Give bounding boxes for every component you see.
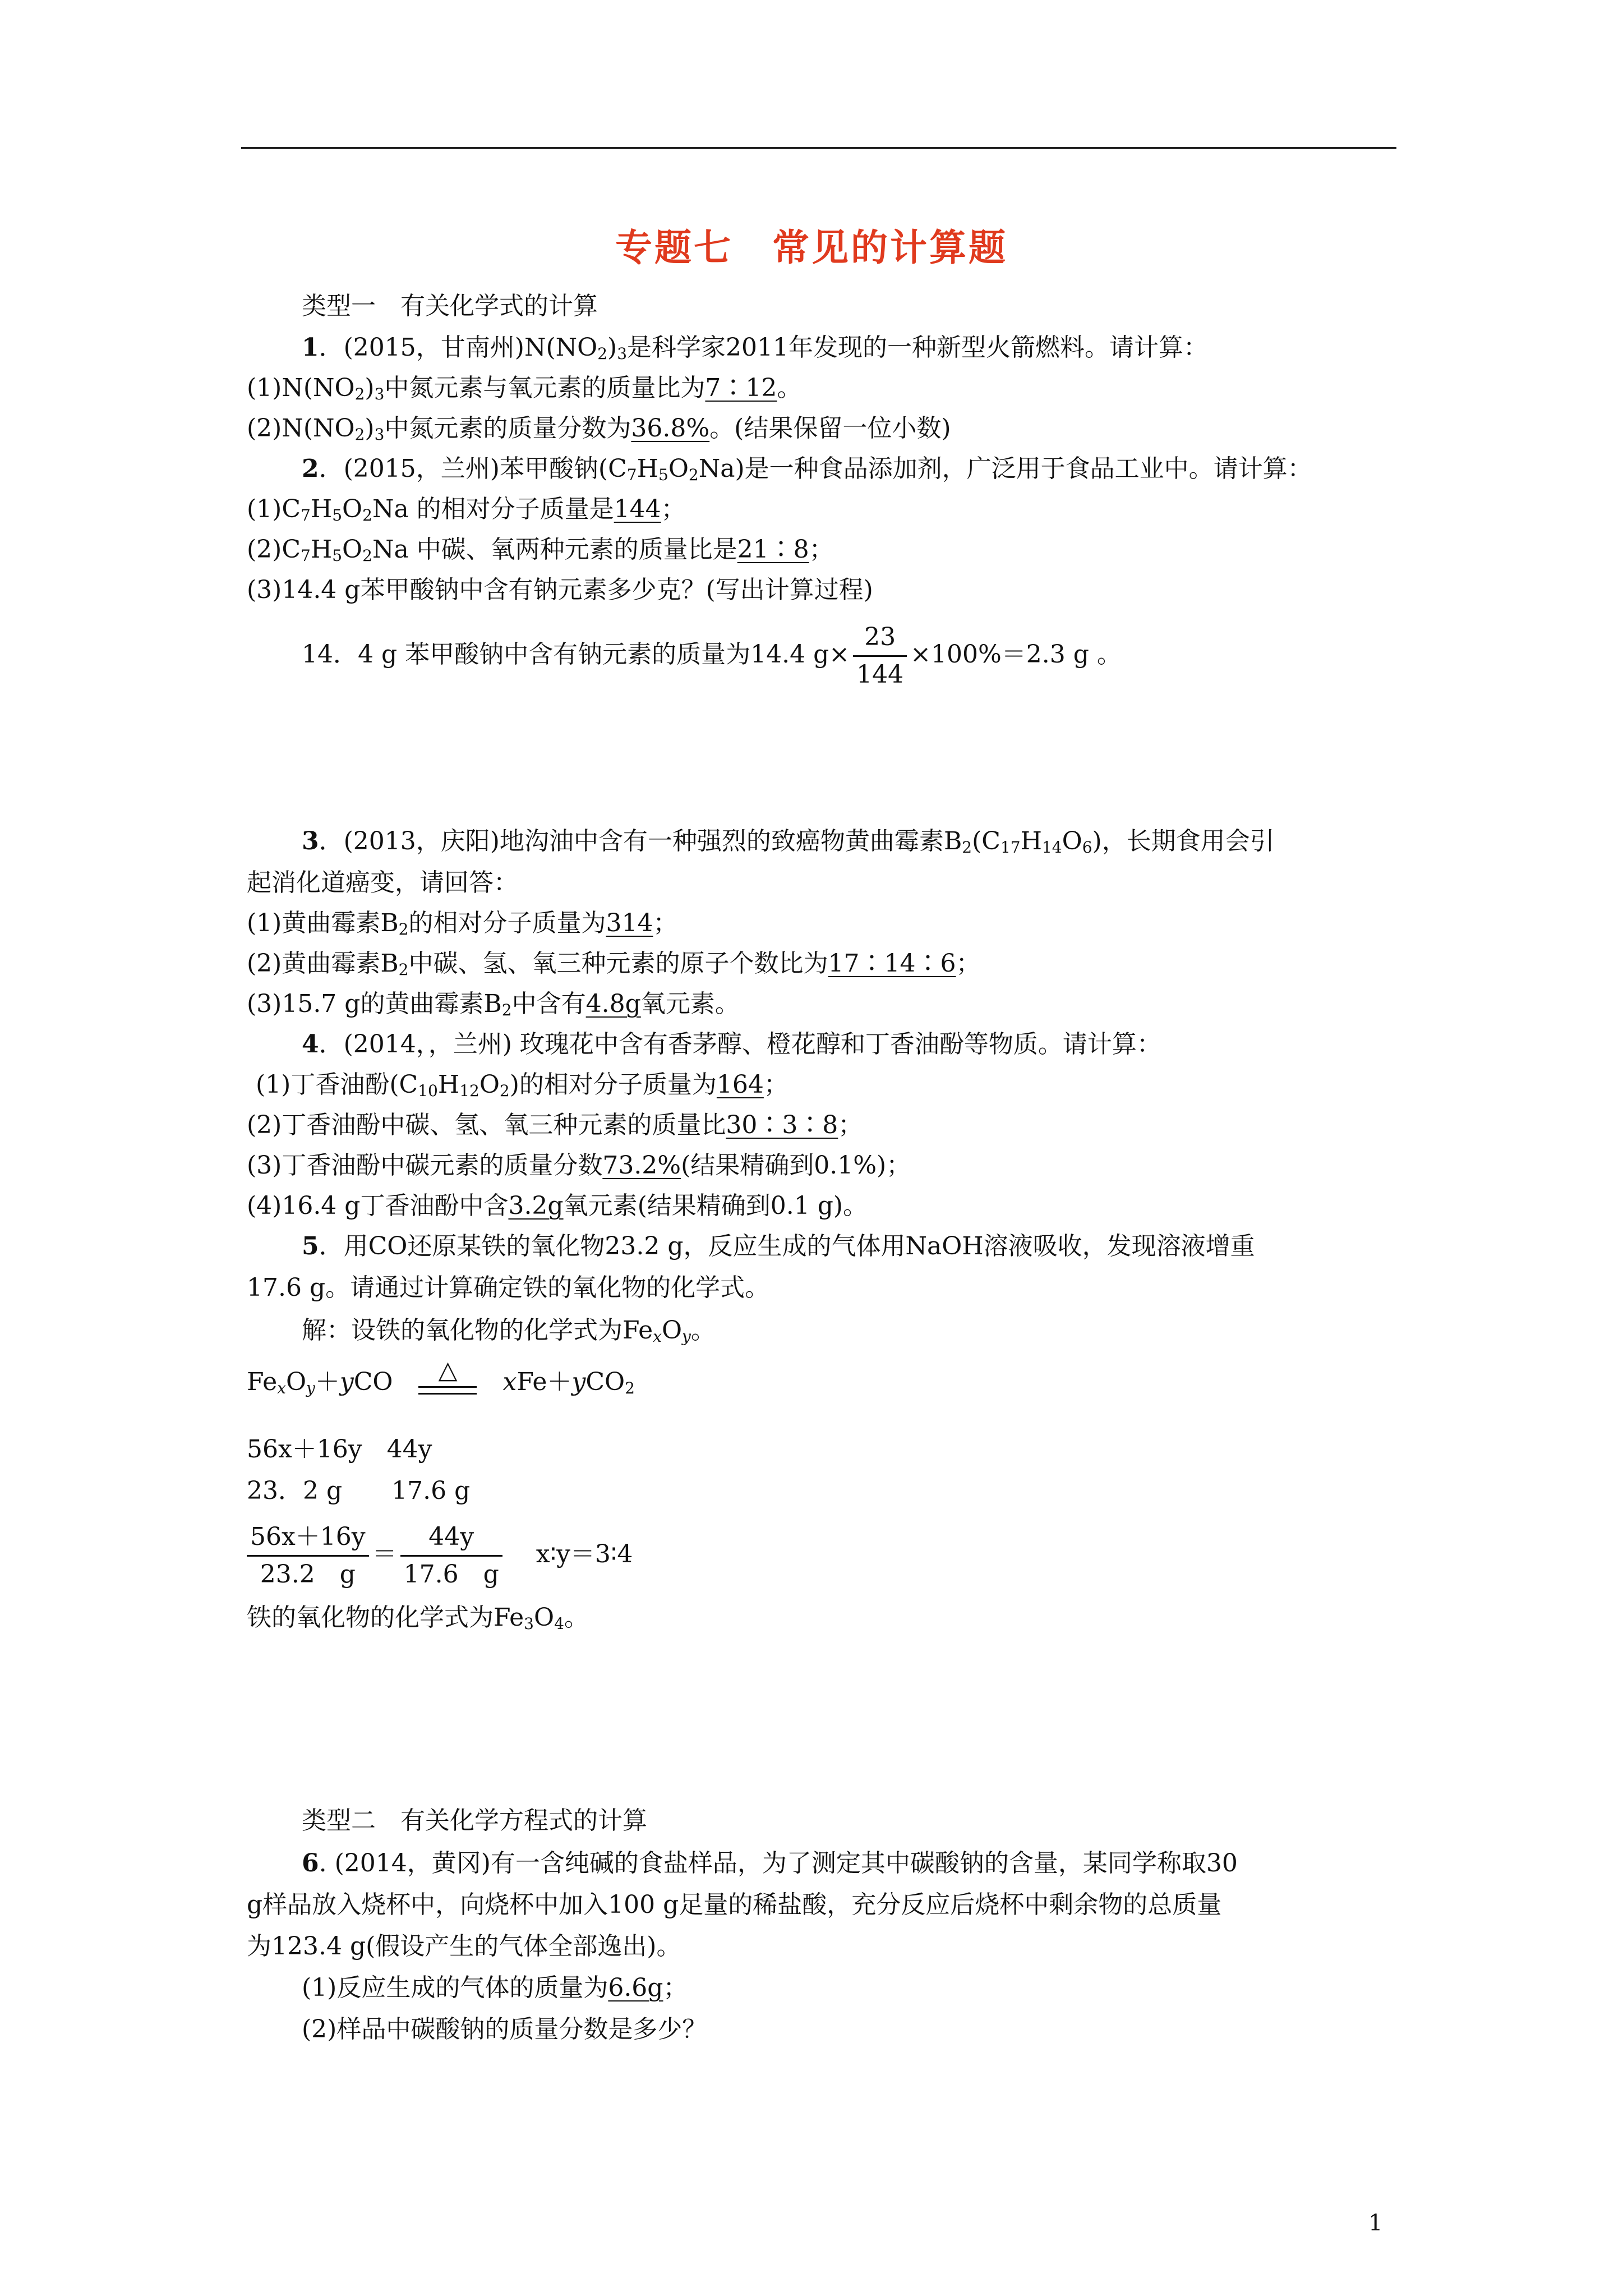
question-3-part-1: (1)黄曲霉素$B_2$的相对分子质量为314； — [247, 909, 678, 938]
question-5: 5．用CO还原某铁的氧化物23.2 g，反应生成的气体用NaOH溶液吸收，发现溶液增重 — [302, 1232, 1255, 1260]
question-3-part-3: (3)15.7 g的黄曲霉素$B_2$中含有4.8g氧元素。 — [247, 990, 740, 1019]
answer: 144 — [614, 495, 661, 523]
page-title: 专题七 常见的计算题 — [615, 226, 1008, 269]
question-4-part-4: (4)16.4 g丁香油酚中含3.2g氧元素(结果精确到0.1 g)。 — [247, 1191, 868, 1220]
question-5-line-2: 17.6 g。请通过计算确定铁的氧化物的化学式。 — [247, 1273, 770, 1302]
answer: 21∶8 — [737, 535, 809, 564]
question-2-part-3: (3)14.4 g苯甲酸钠中含有钠元素多少克？(写出计算过程) — [247, 576, 873, 604]
question-5-solution-intro: 解：设铁的氧化物的化学式为$Fe_xO_y$。 — [302, 1316, 716, 1346]
question-6-line-3: 为123.4 g(假设产生的气体全部逸出)。 — [247, 1932, 681, 1961]
question-1 — [302, 332, 1208, 364]
mass-row: 56x＋16y 44y — [247, 1435, 432, 1464]
question-number: 2 — [302, 454, 319, 483]
question-3-part-2: (2)黄曲霉素$B_2$中碳、氢、氧三种元素的原子个数比为17∶14∶6； — [247, 949, 981, 979]
question-4: 4．(2014，，兰州) 玫瑰花中含有香茅醇、橙花醇和丁香油酚等物质。请计算： — [302, 1030, 1161, 1059]
answer: 3.2g — [508, 1191, 564, 1220]
answer: 164 — [716, 1070, 764, 1099]
question-number: 3 — [302, 827, 319, 855]
fraction: $\frac{56x+16y}{23.2 g}$ — [247, 1521, 369, 1590]
question-6-line-2: g样品放入烧杯中，向烧杯中加入100 g足量的稀盐酸，充分反应后烧杯中剩余物的总质量 — [247, 1890, 1222, 1919]
reaction-equation — [247, 1355, 635, 1401]
section-heading-1: 类型一 有关化学式的计算 — [302, 292, 598, 320]
given-row: 23．2 g 17.6 g — [247, 1476, 471, 1505]
formula: $Fe_3O_4$ — [494, 1603, 564, 1633]
ratio: x∶y＝3∶4 — [536, 1540, 633, 1568]
formula: $C_7H_5O_2Na$ — [608, 454, 735, 484]
formula: $B_2$ — [483, 990, 512, 1019]
question-1-part-2: $(2)N(NO_2)_3$中氮元素的质量分数为36.8%。(结果保留一位小数) — [247, 414, 951, 444]
formula: $(1)N(NO_2)_3$ — [247, 374, 385, 403]
formula: $B_2$ — [380, 949, 409, 979]
proportion-equation: $\frac{56x+16y}{23.2 g}$ ＝ $\frac{44y}{17.6 g}$ x∶y＝3∶4 — [247, 1521, 633, 1590]
formula: $N(NO_2)_3$ — [524, 333, 628, 363]
formula: $B_2$ — [380, 909, 409, 938]
page-number: 1 — [1368, 2210, 1383, 2236]
answer: 30∶3∶8 — [726, 1111, 838, 1139]
question-3: 3．(2013，庆阳)地沟油中含有一种强烈的致癌物黄曲霉素$B_2(C_{17}H_{14}O_6)$，长期食用会引 — [302, 827, 1275, 857]
question-6-part-1: (1)反应生成的气体的质量为6.6g； — [302, 1973, 688, 2002]
answer: 314 — [606, 909, 653, 937]
header-rule — [241, 147, 1396, 149]
question-2: 2．(2015，兰州)苯甲酸钠$(C_7H_5O_2Na)$是一种食品添加剂，广泛用于食品工业中。请计算： — [302, 454, 1312, 484]
question-number: 4 — [302, 1030, 319, 1059]
question-2-solution: 14．4 g 苯甲酸钠中含有钠元素的质量为14.4 g× $\frac{23}{144}$ ×100%＝2.3 g 。 — [302, 622, 1122, 691]
fraction: $\frac{23}{144}$ — [853, 622, 907, 691]
formula: xFe＋yCO$_2$ — [502, 1368, 635, 1397]
question-2-part-2: $(2)C_7H_5O_2Na$ 中碳、氧两种元素的质量比是21∶8； — [247, 535, 834, 565]
answer: 36.8% — [631, 414, 710, 443]
answer: 4.8g — [585, 990, 641, 1018]
question-number: 5 — [302, 1232, 319, 1260]
answer: 73.2% — [602, 1151, 681, 1180]
question-6: 6. (2014，黄冈)有一含纯碱的食盐样品，为了测定其中碳酸钠的含量，某同学称取30 — [302, 1849, 1238, 1878]
formula: $(1)C_7H_5O_2Na$ — [247, 495, 409, 524]
fraction: $\frac{44y}{17.6 g}$ — [400, 1521, 502, 1590]
question-number: 6 — [302, 1849, 319, 1878]
section-heading-2: 类型二 有关化学方程式的计算 — [302, 1806, 647, 1835]
question-source: ．(2015，甘南州) — [319, 333, 524, 362]
formula: $Fe_xO_y+yCO$ — [247, 1368, 393, 1397]
formula: $Fe_xO_y$ — [623, 1316, 691, 1346]
question-number: 1 — [302, 333, 319, 362]
answer: 6.6g — [608, 1973, 663, 2002]
question-text: 是科学家2011年发现的一种新型火箭燃料。请计算： — [627, 333, 1208, 362]
question-6-part-2: (2)样品中碳酸钠的质量分数是多少？ — [302, 2015, 707, 2044]
formula: $(2)N(NO_2)_3$ — [247, 414, 385, 444]
formula: $C_{10}H_{12}O_2$ — [399, 1070, 510, 1100]
question-4-part-2: (2)丁香油酚中碳、氢、氧三种元素的质量比30∶3∶8； — [247, 1111, 863, 1139]
question-4-part-3: (3)丁香油酚中碳元素的质量分数73.2%(结果精确到0.1%)； — [247, 1151, 911, 1180]
question-1-part-1: $(1)N(NO_2)_3$中氮元素与氧元素的质量比为7∶12。 — [247, 374, 802, 403]
question-2-part-1: $(1)C_7H_5O_2Na$ 的相对分子质量是144； — [247, 495, 686, 524]
formula: $(2)C_7H_5O_2Na$ — [247, 535, 409, 565]
heat-condition-icon: △ — [414, 1367, 481, 1401]
answer: 7∶12 — [705, 374, 777, 402]
formula: $B_2(C_{17}H_{14}O_6)$ — [943, 827, 1102, 857]
question-4-part-1: (1)丁香油酚$(C_{10}H_{12}O_2)$的相对分子质量为164； — [256, 1070, 789, 1100]
question-5-conclusion: 铁的氧化物的化学式为$Fe_3O_4$。 — [247, 1603, 589, 1633]
question-3-line-2: 起消化道癌变，请回答： — [247, 868, 518, 897]
answer: 17∶14∶6 — [828, 949, 956, 978]
